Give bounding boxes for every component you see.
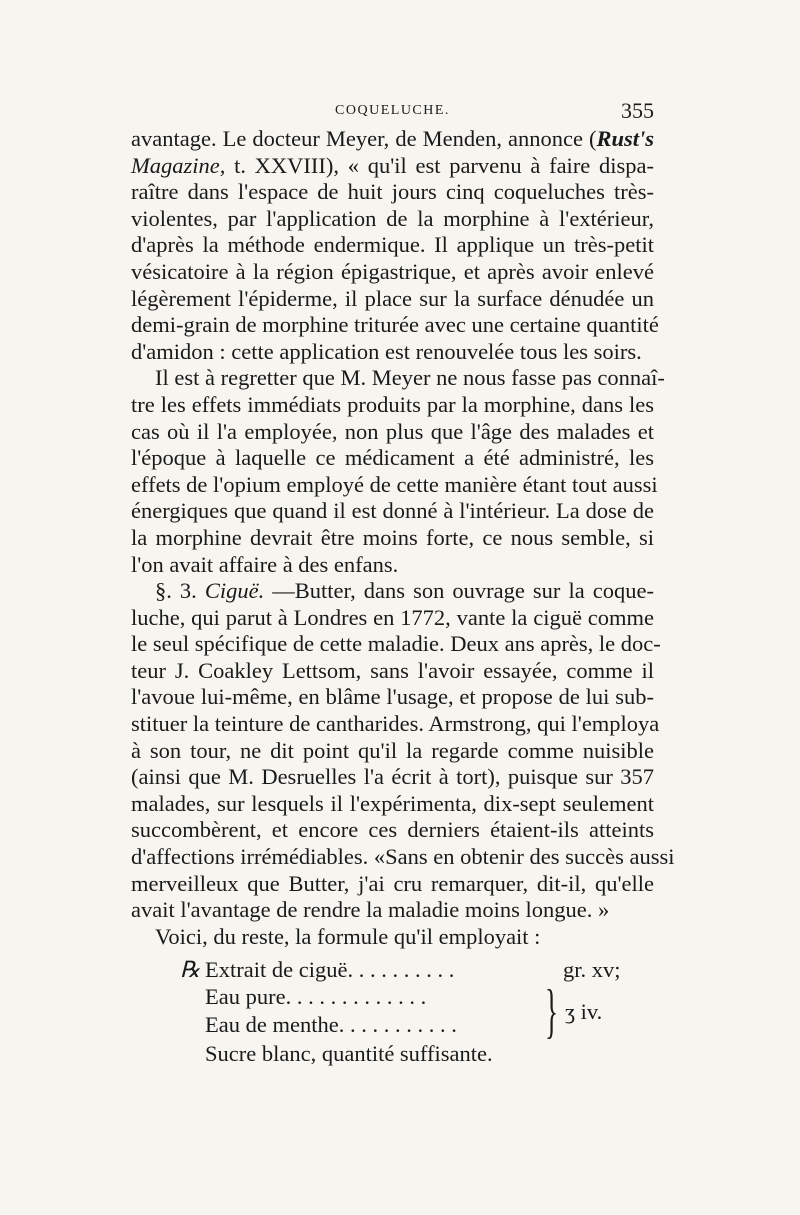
text-line (131, 259, 654, 286)
text-line (131, 153, 654, 180)
text-segment: énergiques que quand il est donné à l'intérieur. La dose de (131, 498, 654, 524)
text-segment: demi-grain de morphine triturée avec une certaine quantité (131, 312, 659, 338)
text-segment: avait l'avantage de rendre la maladie moins longue. » (131, 897, 610, 923)
text-line (131, 738, 654, 765)
running-head (131, 98, 654, 124)
text-line (131, 684, 654, 711)
ingredient-hemlock-extract: Extrait de ciguë. . . . . . . . . . (205, 957, 455, 982)
text-segment: la morphine devrait être moins forte, ce nous semble, si (131, 524, 654, 550)
text-line (131, 791, 654, 818)
text-segment: avantage. Le docteur Meyer, de Menden, annonce ( (131, 126, 597, 151)
running-title: COQUELUCHE. (335, 103, 450, 118)
grouping-brace: } (545, 978, 558, 1044)
text-segment: le seul spécifique de cette maladie. Deux ans après, le doc- (131, 631, 661, 657)
text-segment: tre les effets immédiats produits par la morphine, dans les (131, 391, 654, 417)
paragraph (131, 924, 654, 951)
text-line (131, 339, 654, 366)
text-segment: succombèrent, et encore ces derniers étaient-ils atteints (131, 817, 654, 843)
text-segment: à son tour, ne dit point qu'il la regarde comme nuisible (131, 737, 654, 763)
text-segment: stituer la teinture de cantharides. Armstrong, qui l'employa (131, 711, 660, 737)
text-segment: merveilleux que Butter, j'ai cru remarquer, dit-il, qu'elle (131, 870, 654, 896)
text-line (131, 179, 654, 206)
text-segment: d'après la méthode endermique. Il applique un très-petit (131, 232, 654, 258)
text-line (131, 232, 654, 259)
text-segment: l'on avait affaire à des enfans. (131, 551, 399, 577)
text-segment: violentes, par l'application de la morphine à l'extérieur, (131, 205, 654, 231)
text-segment: t. XXVIII), « qu'il est parvenu à faire dispa- (225, 152, 654, 178)
text-line (131, 924, 654, 951)
ingredient-sugar: Sucre blanc, quantité suffisante. (205, 1041, 493, 1066)
text-line (131, 631, 661, 658)
text-segment: §. 3. (155, 578, 205, 604)
text-line (131, 525, 654, 552)
text-line (131, 498, 654, 525)
ingredient-mint-water: Eau de menthe. . . . . . . . . . . (205, 1012, 457, 1037)
text-line (131, 817, 654, 844)
text-segment: —Butter, dans son ouvrage sur la coque- (264, 578, 654, 604)
formula-row-1 (131, 956, 654, 983)
text-segment: légèrement l'épiderme, il place sur la surface dénudée un (131, 285, 654, 311)
text-segment: (ainsi que M. Desruelles l'a écrit à tort), puisque sur 357 (131, 764, 654, 790)
text-segment: Voici, du reste, la formule qu'il employait : (155, 923, 541, 949)
formula-row-2 (205, 983, 426, 1010)
text-segment: Il est à regretter que M. Meyer ne nous fasse pas connaî- (155, 365, 665, 391)
text-line (131, 206, 654, 233)
text-line (131, 578, 654, 605)
text-line (131, 365, 665, 392)
formula-row-4 (205, 1040, 493, 1067)
paragraph (131, 126, 659, 365)
paragraph (131, 365, 665, 578)
text-line (131, 126, 654, 153)
text-line (131, 419, 654, 446)
text-line (131, 392, 654, 419)
text-line (131, 844, 675, 871)
text-segment: d'amidon : cette application est renouvelée tous les soirs. (131, 338, 642, 364)
page-number: 355 (621, 98, 654, 123)
text-line (131, 286, 654, 313)
text-segment: teur J. Coakley Lettsom, sans l'avoir essayée, comme il (131, 657, 654, 683)
text-segment: Magazine, (131, 152, 226, 178)
text-segment: luche, qui parut à Londres en 1772, vante la ciguë comme (131, 604, 654, 630)
text-segment: cas où il l'a employée, non plus que l'âge des malades et (131, 418, 654, 444)
dose-hemlock-extract: gr. xv; (563, 957, 621, 982)
text-segment: malades, sur lesquels il l'expérimenta, dix-sept seulement (131, 790, 654, 816)
body-text (131, 126, 675, 950)
text-line (131, 605, 654, 632)
text-segment: Ciguë. (204, 578, 265, 604)
text-line (131, 471, 658, 499)
text-segment: raître dans l'espace de huit jours cinq coqueluches très- (131, 179, 654, 205)
text-line (131, 445, 654, 472)
text-line (131, 711, 660, 738)
text-line (131, 897, 654, 924)
text-segment: d'affections irrémédiables. «Sans en obtenir des succès aussi (131, 844, 675, 870)
ingredient-water: Eau pure. . . . . . . . . . . . . (205, 984, 427, 1009)
text-line (131, 552, 654, 579)
text-segment: Rust's (596, 126, 654, 151)
text-line (131, 658, 654, 685)
recipe-symbol: ℞ (180, 957, 201, 982)
paragraph (131, 578, 675, 924)
text-segment: l'avoue lui-même, en blâme l'usage, et propose de lui sub- (131, 684, 654, 710)
text-line (131, 764, 654, 791)
text-line (131, 312, 659, 339)
text-line (131, 871, 654, 898)
formula-row-3 (205, 1011, 457, 1038)
text-segment: vésicatoire à la région épigastrique, et après avoir enlevé (131, 258, 654, 284)
text-segment: l'époque à laquelle ce médicament a été administré, les (131, 445, 654, 471)
text-segment: effets de l'opium employé de cette manière étant tout aussi (131, 471, 658, 497)
dose-grouped: ʒ iv. (565, 999, 603, 1024)
